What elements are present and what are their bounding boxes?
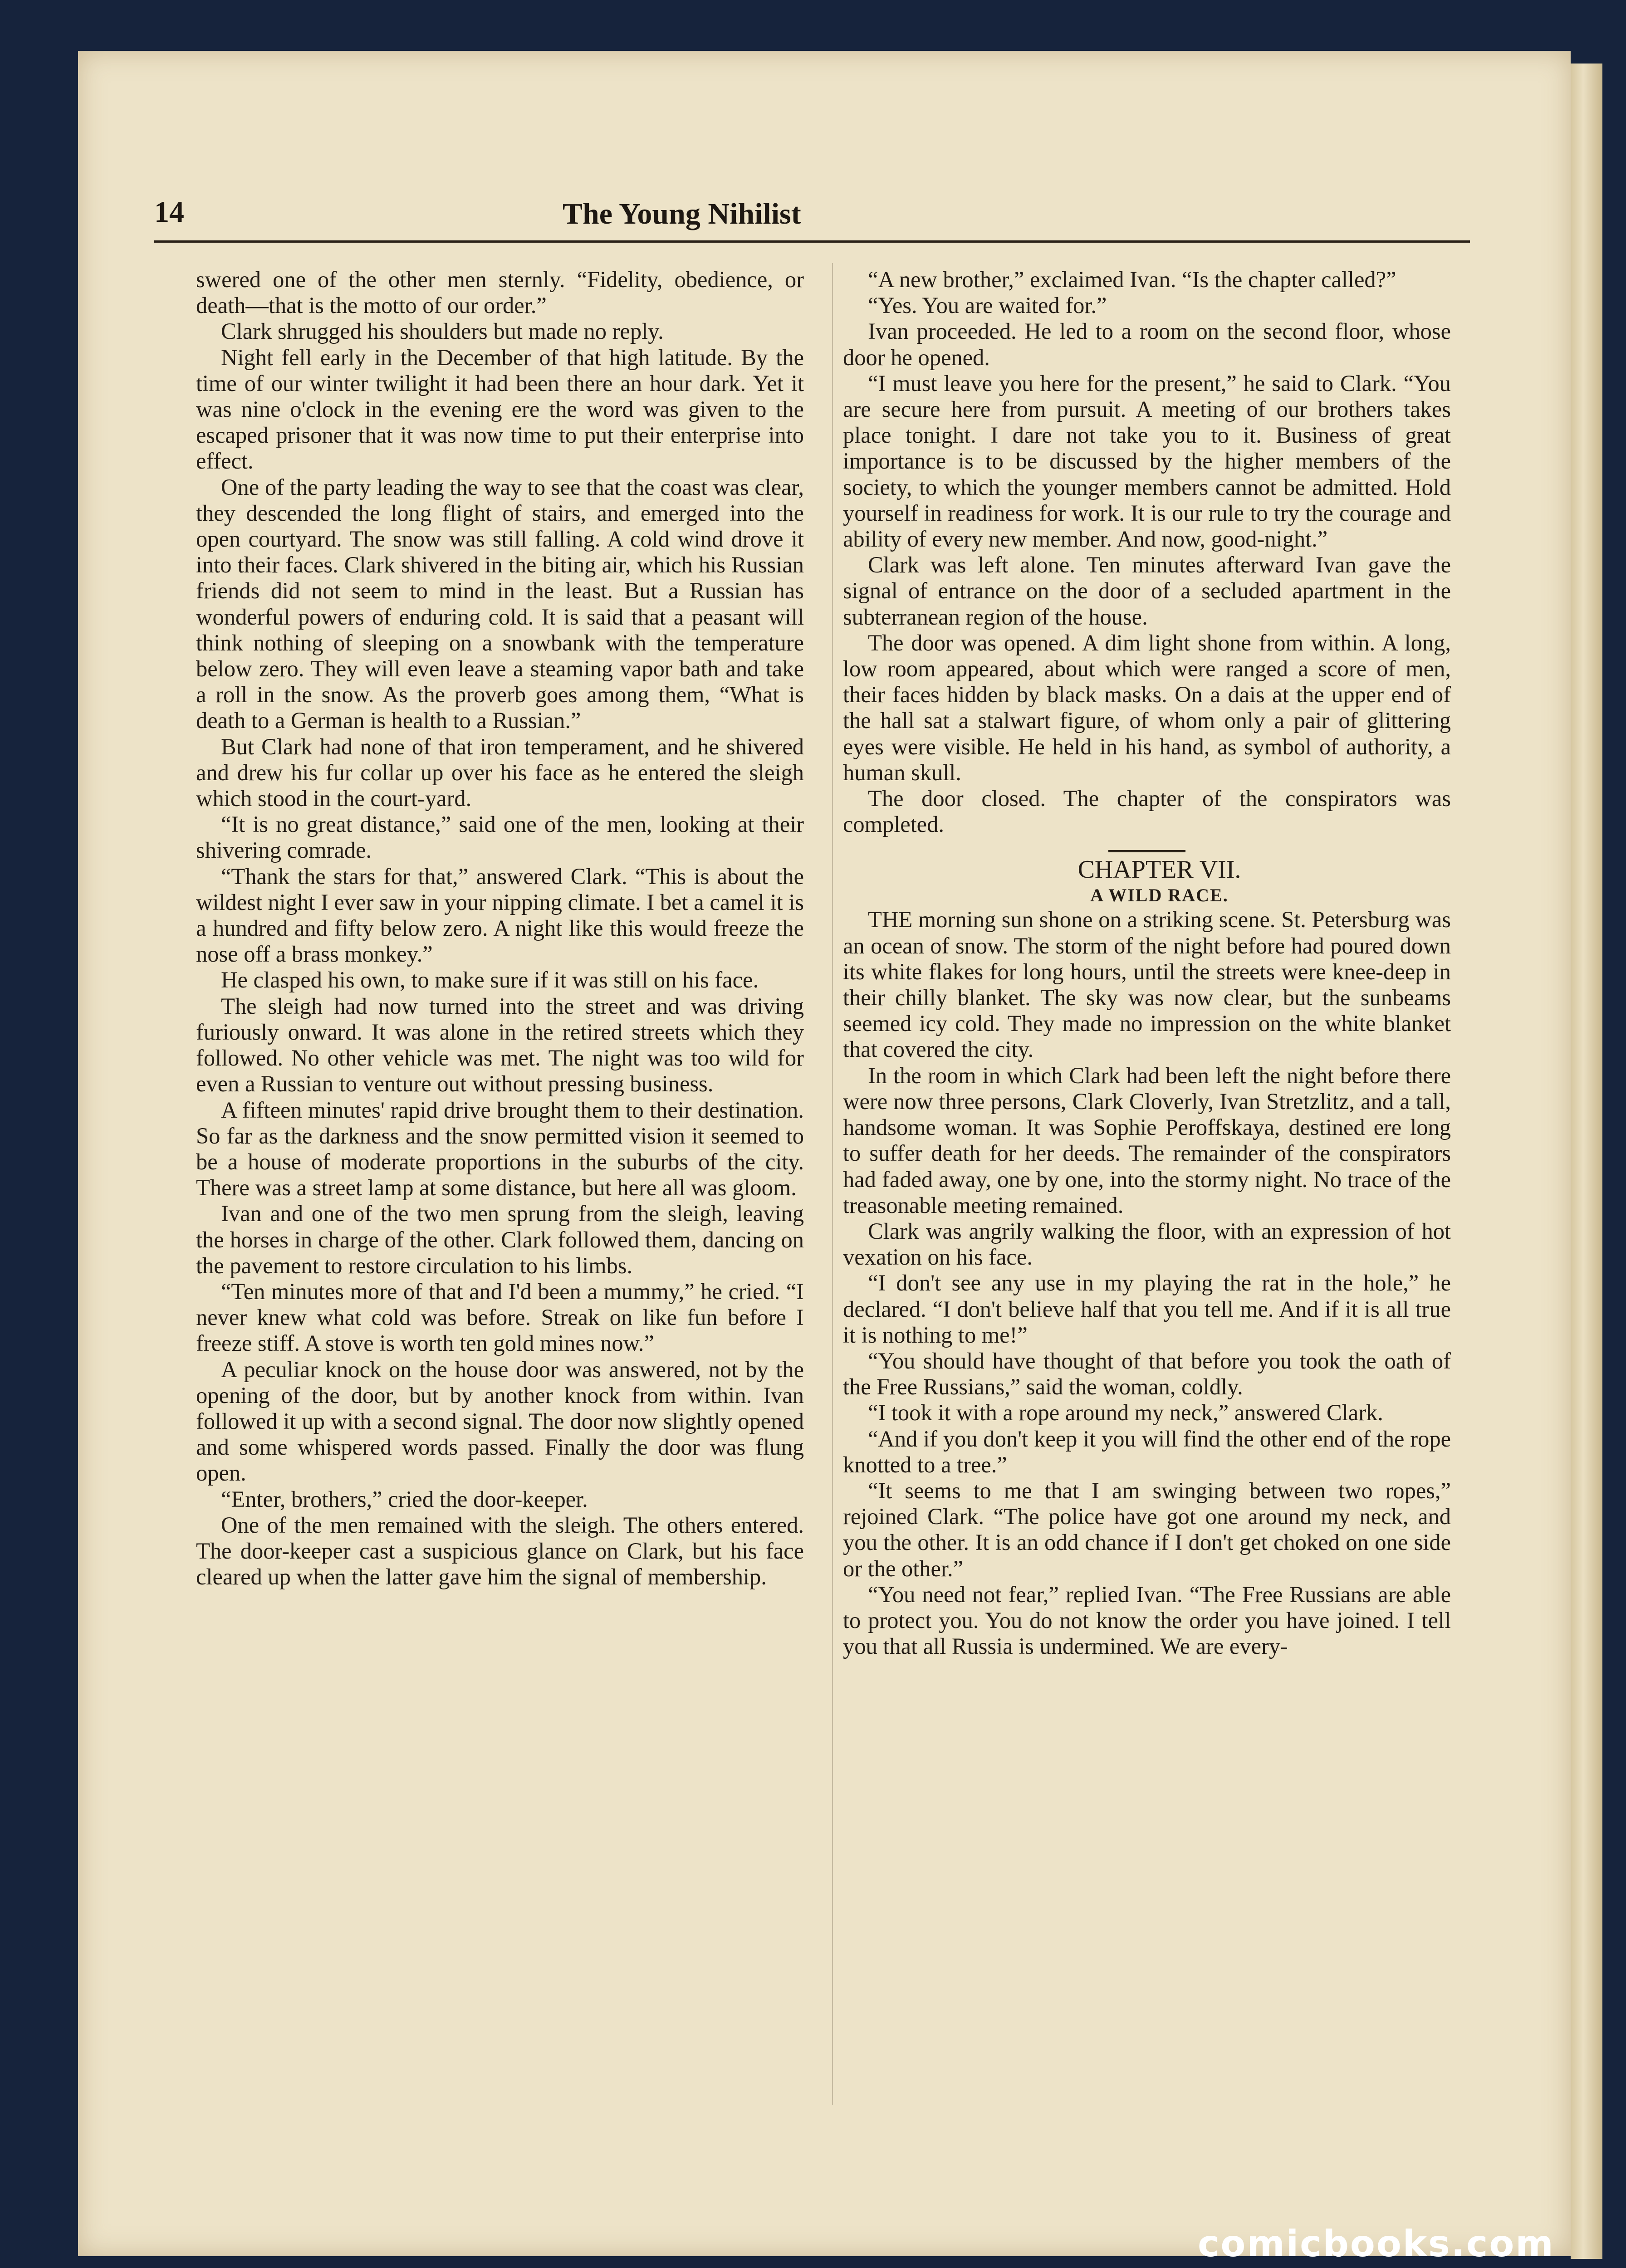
paragraph: “Ten minutes more of that and I'd been a mummy,” he cried. “I never knew what cold was before. Streak on like fun before I freeze stiff. A stove is worth ten gold mines now.” (196, 1278, 804, 1356)
paragraph: “You need not fear,” replied Ivan. “The Free Russians are able to protect you. You do not know the order you have joined. I tell you that all Russia is undermined. We are every- (843, 1581, 1451, 1659)
page-number: 14 (154, 196, 184, 229)
paragraph: But Clark had none of that iron temperament, and he shivered and drew his fur collar up over his face as he entered the sleigh which stood in the court-yard. (196, 733, 804, 811)
paragraph: “I must leave you here for the present,” he said to Clark. “You are secure here from pursuit. A meeting of our brothers takes place tonight. I dare not take you to it. Business of great importance is to be discussed by the higher members of the society, to which the younger members cannot be admitted. Hold yourself in readiness for work. It is our rule to try the courage and ability of every new member. And now, good-night.” (843, 370, 1451, 552)
paragraph: “Thank the stars for that,” answered Clark. “This is about the wildest night I ever saw in your nipping climate. I bet a camel it is a hundred and fifty below zero. A night like this would freeze the nose off a brass monkey.” (196, 863, 804, 967)
paragraph: The door was opened. A dim light shone from within. A long, low room appeared, about which were ranged a score of men, their faces hidden by black masks. On a dais at the upper end of the hall sat a stalwart figure, of whom only a pair of glittering eyes were visible. He held in his hand, as symbol of authority, a human skull. (843, 630, 1451, 785)
paragraph: “I don't see any use in my playing the rat in the hole,” he declared. “I don't believe half that you tell me. And if it is all true it is nothing to me!” (843, 1270, 1451, 1348)
paragraph: “It is no great distance,” said one of the men, looking at their shivering comrade. (196, 811, 804, 863)
paragraph: “It seems to me that I am swinging between two ropes,” rejoined Clark. “The police have got one around my neck, and you the other. It is an odd chance if I don't get choked on one side or the other.” (843, 1477, 1451, 1581)
paragraph: The door closed. The chapter of the conspirators was completed. (843, 786, 1451, 837)
paragraph: THE morning sun shone on a striking scene. St. Petersburg was an ocean of snow. The storm of the night before had poured down its white flakes for long hours, until the streets were knee-deep in their chilly blanket. The sky was now clear, but the sunbeams seemed icy cold. They made no impression on the white blanket that covered the city. (843, 907, 1451, 1062)
paragraph: A fifteen minutes' rapid drive brought them to their destination. So far as the darkness and the snow permitted vision it seemed to be a house of moderate proportions in the suburbs of the city. There was a street lamp at some distance, but here all was gloom. (196, 1097, 804, 1201)
paragraph: Clark was angrily walking the floor, with an expression of hot vexation on his face. (843, 1218, 1451, 1270)
page-spine-edge (1571, 64, 1602, 2259)
chapter-heading (843, 850, 1451, 907)
paragraph: In the room in which Clark had been left the night before there were now three persons, Clark Cloverly, Ivan Stretzlitz, and a tall, handsome woman. It was Sophie Peroffskaya, destined ere long to suffer death for her deeds. The remainder of the conspirators had faded away, one by one, into the stormy night. No trace of the treasonable meeting remained. (843, 1062, 1451, 1218)
page-header (154, 191, 1470, 243)
paragraph: Night fell early in the December of that high latitude. By the time of our winter twilight it had been there an hour dark. Yet it was nine o'clock in the evening ere the word was given to the escaped prisoner that it was now time to put their enterprise into effect. (196, 344, 804, 474)
paragraph: “A new brother,” exclaimed Ivan. “Is the chapter called?” (868, 267, 1396, 292)
paragraph: One of the men remained with the sleigh. The others entered. The door-keeper cast a suspicious glance on Clark, but his face cleared up when the latter gave him the signal of membership. (196, 1512, 804, 1590)
paragraph: Ivan proceeded. He led to a room on the second floor, whose door he opened. (843, 318, 1451, 370)
left-column (196, 267, 804, 2126)
paragraph: “I took it with a rope around my neck,” answered Clark. (868, 1400, 1383, 1426)
column-divider (832, 263, 833, 2105)
running-title: The Young Nihilist (563, 197, 801, 230)
right-column (843, 267, 1451, 2126)
paragraph: The sleigh had now turned into the street and was driving furiously onward. It was alone in the retired streets which they followed. No other vehicle was met. The night was too wild for even a Russian to venture out without pressing business. (196, 993, 804, 1097)
paragraph: He clasped his own, to make sure if it was still on his face. (221, 967, 759, 993)
chapter-title: CHAPTER VII. (1077, 855, 1241, 884)
paragraph: Ivan and one of the two men sprung from the sleigh, leaving the horses in charge of the other. Clark followed them, dancing on the pavement to restore circulation to his limbs. (196, 1201, 804, 1278)
paragraph: “Enter, brothers,” cried the door-keeper. (221, 1486, 588, 1512)
paragraph: One of the party leading the way to see that the coast was clear, they descended the long flight of stairs, and emerged into the open courtyard. The snow was still falling. A cold wind drove it into their faces. Clark shivered in the biting air, which his Russian friends did not seem to mind in the least. But a Russian has wonderful powers of enduring cold. It is said that a peasant will think nothing of sleeping on a snowbank with the temperature below zero. They will even leave a steaming vapor bath and take a roll in the snow. As the proverb goes among them, “What is death to a German is health to a Russian.” (196, 474, 804, 733)
chapter-subtitle: A WILD RACE. (1090, 885, 1229, 906)
paragraph: “Yes. You are waited for.” (868, 293, 1107, 318)
paragraph: Clark shrugged his shoulders but made no reply. (221, 318, 664, 344)
paragraph: A peculiar knock on the house door was answered, not by the opening of the door, but by another knock from within. Ivan followed it up with a second signal. The door now slightly opened and some whispered words passed. Finally the door was flung open. (196, 1356, 804, 1486)
paragraph: Clark was left alone. Ten minutes afterward Ivan gave the signal of entrance on the door of a secluded apartment in the subterranean region of the house. (843, 552, 1451, 630)
paragraph: “You should have thought of that before you took the oath of the Free Russians,” said the woman, coldly. (843, 1348, 1451, 1400)
paragraph: swered one of the other men sternly. “Fidelity, obedience, or death—that is the motto of our order.” (196, 267, 804, 318)
source-watermark: comicbooks.com (1198, 2223, 1555, 2265)
paragraph: “And if you don't keep it you will find the other end of the rope knotted to a tree.” (843, 1426, 1451, 1477)
chapter-rule (1108, 850, 1185, 852)
